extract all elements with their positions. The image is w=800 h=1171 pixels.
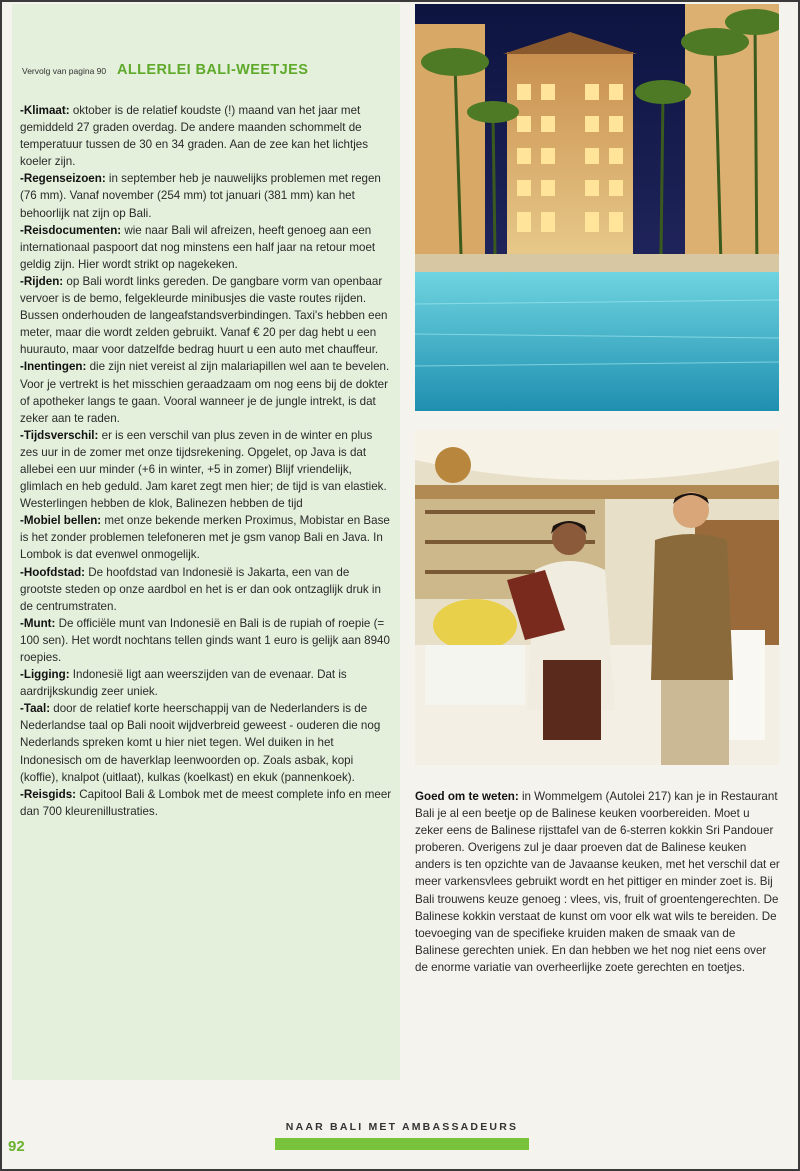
fact-label: -Rijden:	[20, 274, 64, 288]
fact-text: met onze bekende merken Proximus, Mobistar en Base is het zonder problemen telefoneren met je gsm vanop Bali en Java. In Lombok is dat evenwel onmogelijk.	[20, 514, 390, 562]
restaurant-photo	[415, 430, 779, 765]
restaurant-illustration	[415, 430, 779, 765]
fact-label: -Reisgids:	[20, 787, 77, 801]
fact-travel-documents	[20, 222, 392, 273]
fact-mobile-calling	[20, 512, 392, 563]
good-to-know-paragraph	[415, 788, 781, 976]
footer-title: NAAR BALI MET AMBASSADEURS	[285, 1121, 519, 1133]
fact-text: Indonesië ligt aan weerszijden van de evenaar. Dat is aardrijkskundig zeer uniek.	[20, 668, 347, 699]
footer-accent-bar	[275, 1138, 529, 1150]
fact-driving	[20, 273, 392, 358]
fact-text: er is een verschil van plus zeven in de winter en plus zes uur in de zomer met onze tijdsrekening. Opgelet, op Java is dat allebei een uur minder (+6 in winter, +5 in zomer) Blijf vriendelijk, glimlach en heb geduld. Jam karet zegt men hier; de tijd is van elastiek. Westerlingen hebben de klok, Balinezen hebben de tijd	[20, 428, 387, 511]
fact-text: De hoofdstad van Indonesië is Jakarta, een van de grootste steden op onze aardbol en het is er dan ook ontzaglijk druk in de centrumstraten.	[20, 565, 381, 613]
facts-list	[20, 102, 392, 820]
fact-time-difference	[20, 427, 392, 512]
fact-location	[20, 666, 392, 700]
fact-text: in september heb je nauwelijks problemen met regen (76 mm). Vanaf november (254 mm) tot januari (381 mm) kan het behoorlijk nat zijn op Bali.	[20, 172, 381, 220]
fact-label: -Reisdocumenten:	[20, 223, 122, 237]
continued-note: Vervolg van pagina 90	[22, 66, 107, 76]
fact-label: -Ligging:	[20, 668, 70, 682]
fact-vaccinations	[20, 358, 392, 426]
fact-rain-season	[20, 170, 392, 221]
fact-text: Capitool Bali & Lombok met de meest complete info en meer dan 700 kleurenillustraties.	[20, 787, 392, 818]
hotel-pool-photo	[415, 4, 779, 411]
fact-travel-guide	[20, 786, 392, 820]
fact-text: die zijn niet vereist al zijn malariapillen wel aan te bevelen. Voor je vertrekt is het misschien geraadzaam om nog eens bij de dokter of apotheker langs te gaan. Vooral wanneer je de jungle intrekt, is dat zeker aan te raden.	[20, 360, 390, 425]
fact-text: oktober is de relatief koudste (!) maand van het jaar met gemiddeld 27 graden overdag. De andere maanden schommelt de temperatuur tussen de 30 en 34 graden. Aan de zee kan het lichtjes koeler zijn.	[20, 104, 369, 169]
fact-label: -Taal:	[20, 702, 51, 716]
fact-text: op Bali wordt links gereden. De gangbare vorm van openbaar vervoer is de bemo, felgekleurde minibusjes die vaste routes rijden. Bussen onderhouden de langeafstandsverbindingen. Taxi's hebben een meter, maar die wordt zelden gebruikt. Vanaf € 20 per dag hebt u een huurauto, maar voor datzelfde bedrag huurt u een auto met chauffeur.	[20, 274, 388, 357]
fact-label: -Hoofdstad:	[20, 565, 86, 579]
hotel-pool-illustration	[415, 4, 779, 411]
fact-language	[20, 700, 392, 785]
fact-capital	[20, 564, 392, 615]
fact-text: door de relatief korte heerschappij van de Nederlanders is de Nederlandse taal op Bali nooit wijdverbreid geweest - ouderen die nog Nederlands spreken komt u hier niet tegen. Wel duiken in het Indonesisch om de haverklap leenwoorden op. Zoals asbak, kopi (koffie), knalpot (uitlaat), kulkas (koelkast) en ekuk (pannenkoek).	[20, 702, 381, 784]
tip-text: in Wommelgem (Autolei 217) kan je in Restaurant Bali je al een beetje op de Balinese keuken voorbereiden. Moet u zeker eens de Balinese rijsttafel van de 6-sterren kokkin Sri Pandouer proberen. Overigens zul je daar proeven dat de Balinese keuken anders is ten opzichte van de Javaanse keuken, met het verschil dat er meer varkensvlees gebruikt wordt en het pittiger en minder zoet is. Bij Bali trouwens keuze genoeg : vlees, vis, fruit of groentengerechten. De Balinese kokkin verstaat de kunst om voor elk wat wils te bereiden. De toevoeging van de specifieke kruiden maken de smaak van de Balinese gerechten uniek. En dan hebben we het nog niet eens over de enorme variatie van overheerlijke zoete gerechten en toetjes.	[415, 790, 780, 974]
page-number: 92	[8, 1138, 25, 1155]
panel-title: ALLERLEI BALI-WEETJES	[117, 62, 309, 78]
fact-text: De officiële munt van Indonesië en Bali is de rupiah of roepie (= 100 sen). Het wordt nochtans tellen ginds want 1 euro is gelijk aan 8940 roepies.	[20, 616, 390, 664]
fact-climate	[20, 102, 392, 170]
fact-label: -Munt:	[20, 616, 56, 630]
fact-label: -Mobiel bellen:	[20, 514, 102, 528]
fact-text: wie naar Bali wil afreizen, heeft genoeg aan een internationaal paspoort dat nog minstens een half jaar na retour moet geldig zijn. Hier wordt strikt op nagekeken.	[20, 223, 376, 271]
fact-label: -Inentingen:	[20, 360, 87, 374]
fact-label: -Klimaat:	[20, 104, 70, 117]
fact-label: -Regenseizoen:	[20, 172, 106, 186]
fact-currency	[20, 615, 392, 666]
tip-label: Goed om te weten:	[415, 790, 519, 803]
fact-label: -Tijdsverschil:	[20, 428, 99, 442]
